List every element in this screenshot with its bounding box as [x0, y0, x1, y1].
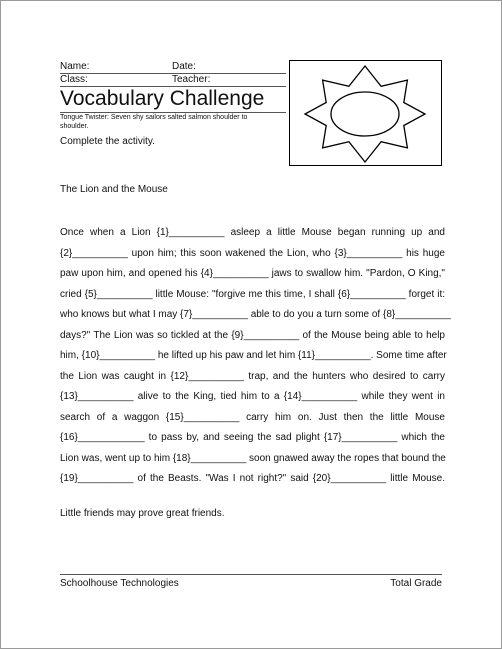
story-line: {13}__________ alive to the King, tied him to a {14}__________ while they went in — [60, 391, 445, 402]
story-line: him, {10}__________ he lifted up his paw and let him {11}__________. Some time after — [60, 350, 447, 361]
instructions: Complete the activity. — [60, 136, 155, 147]
sun-icon — [290, 61, 441, 165]
story-line: Once when a Lion {1}__________ asleep a little Mouse began running up and — [60, 227, 445, 238]
story-line: days?" The Lion was so tickled at the {9}__________ of the Mouse being able to help — [60, 329, 445, 341]
worksheet-title: Vocabulary Challenge — [60, 87, 286, 113]
story-line: Lion was, went up to him {18}__________ soon gnawed away the ropes that bound the — [60, 452, 446, 464]
story-line: cried {5}__________ little Mouse: "forgive me this time, I shall {6}__________ forget it: — [60, 288, 445, 300]
name-date-row — [60, 60, 286, 74]
footer-divider — [60, 574, 442, 575]
tongue-twister: Tongue Twister: Seven shy sailors salted salmon shoulder to shoulder. — [60, 114, 248, 130]
story-moral: Little friends may prove great friends. — [60, 508, 225, 519]
footer-publisher: Schoolhouse Technologies — [60, 578, 179, 589]
story-line: {16}____________ to pass by, and seeing the sad plight {17}__________ which the — [60, 432, 445, 443]
name-label: Name: — [60, 61, 90, 72]
class-teacher-row — [60, 73, 286, 87]
teacher-label: Teacher: — [172, 74, 211, 85]
story-line: {19}__________ of the Beasts. "Was I not right?" said {20}__________ little Mouse. — [60, 473, 445, 484]
illustration-box — [289, 60, 442, 166]
story-title: The Lion and the Mouse — [60, 184, 168, 195]
date-label: Date: — [172, 61, 196, 72]
story-line: who knows but what I may {7}__________ able to do you a turn some of {8}__________ — [60, 309, 451, 320]
story-line: the Lion was caught in {12}__________ trap, and the hunters who desired to carry — [60, 370, 445, 382]
story-line: paw upon him, and opened his {4}__________ jaws to swallow him. "Pardon, O King," — [60, 268, 445, 279]
footer-total-grade: Total Grade — [390, 578, 442, 589]
story-text — [60, 223, 451, 490]
class-label: Class: — [60, 74, 88, 85]
story-line: search of a waggon {15}__________ carry him on. Just then the little Mouse — [60, 411, 445, 423]
story-line: {2}__________ upon him; this soon wakened the Lion, who {3}__________ his huge — [60, 247, 445, 259]
